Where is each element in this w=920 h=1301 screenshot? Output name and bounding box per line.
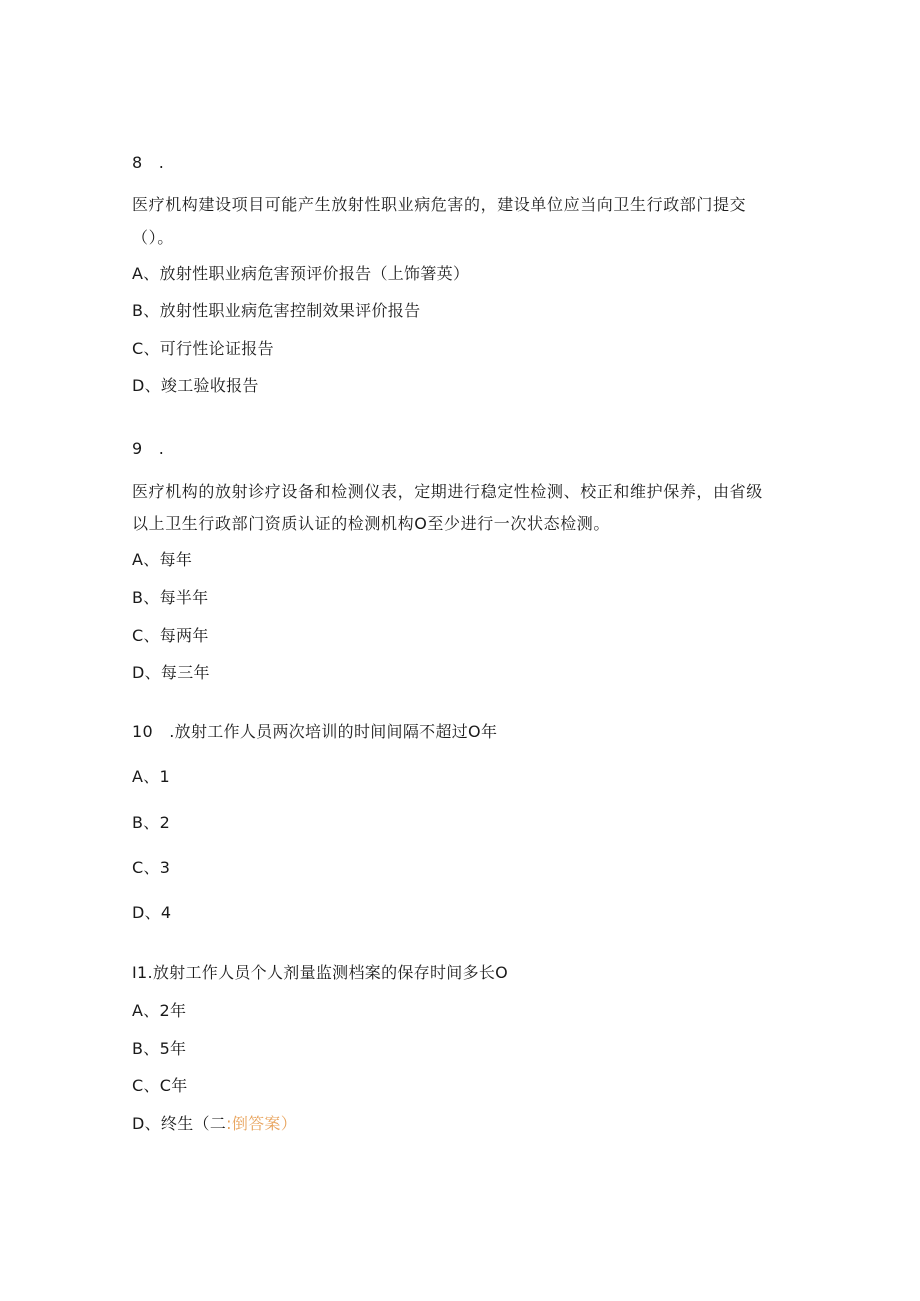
question-9-stem-line-1: 医疗机构的放射诊疗设备和检测仪表，定期进行稳定性检测、校正和维护保养，由省级 [132, 482, 763, 501]
question-11-option-c: C、C年 [132, 1076, 188, 1095]
question-8-option-c: C、可行性论证报告 [132, 339, 274, 358]
question-8-number: 8 . [132, 153, 165, 172]
question-8-stem-line-1: 医疗机构建设项目可能产生放射性职业病危害的，建设单位应当向卫生行政部门提交 [132, 195, 747, 214]
answer-annotation: :倒答案） [226, 1114, 298, 1133]
question-10-option-c: C、3 [132, 858, 171, 877]
question-8-option-d: D、竣工验收报告 [132, 376, 259, 395]
question-11-option-b: B、5年 [132, 1039, 187, 1058]
question-11-option-d [132, 1114, 297, 1134]
question-11-option-a: A、2年 [132, 1001, 187, 1020]
question-8-option-b: B、放射性职业病危害控制效果评价报告 [132, 301, 421, 320]
question-11-option-d-text: D、终生（二 [132, 1114, 227, 1133]
question-10-option-b: B、2 [132, 813, 171, 832]
question-10-stem: 10 .放射工作人员两次培训的时间间隔不超过O年 [132, 722, 498, 741]
question-8-option-a: A、放射性职业病危害预评价报告（上饰箸英） [132, 264, 470, 283]
question-10-option-d: D、4 [132, 903, 172, 922]
question-9-option-a: A、每年 [132, 550, 193, 569]
question-8-stem-line-2: （）。 [132, 228, 174, 247]
question-9-option-c: C、每两年 [132, 626, 209, 645]
question-9-stem-line-2: 以上卫生行政部门资质认证的检测机构O至少进行一次状态检测。 [132, 514, 610, 533]
question-10-option-a: A、1 [132, 767, 171, 786]
question-9-option-b: B、每半年 [132, 588, 209, 607]
question-9-option-d: D、每三年 [132, 663, 210, 682]
question-11-stem: I1.放射工作人员个人剂量监测档案的保存时间多长O [132, 963, 509, 982]
question-9-number: 9 . [132, 439, 165, 458]
